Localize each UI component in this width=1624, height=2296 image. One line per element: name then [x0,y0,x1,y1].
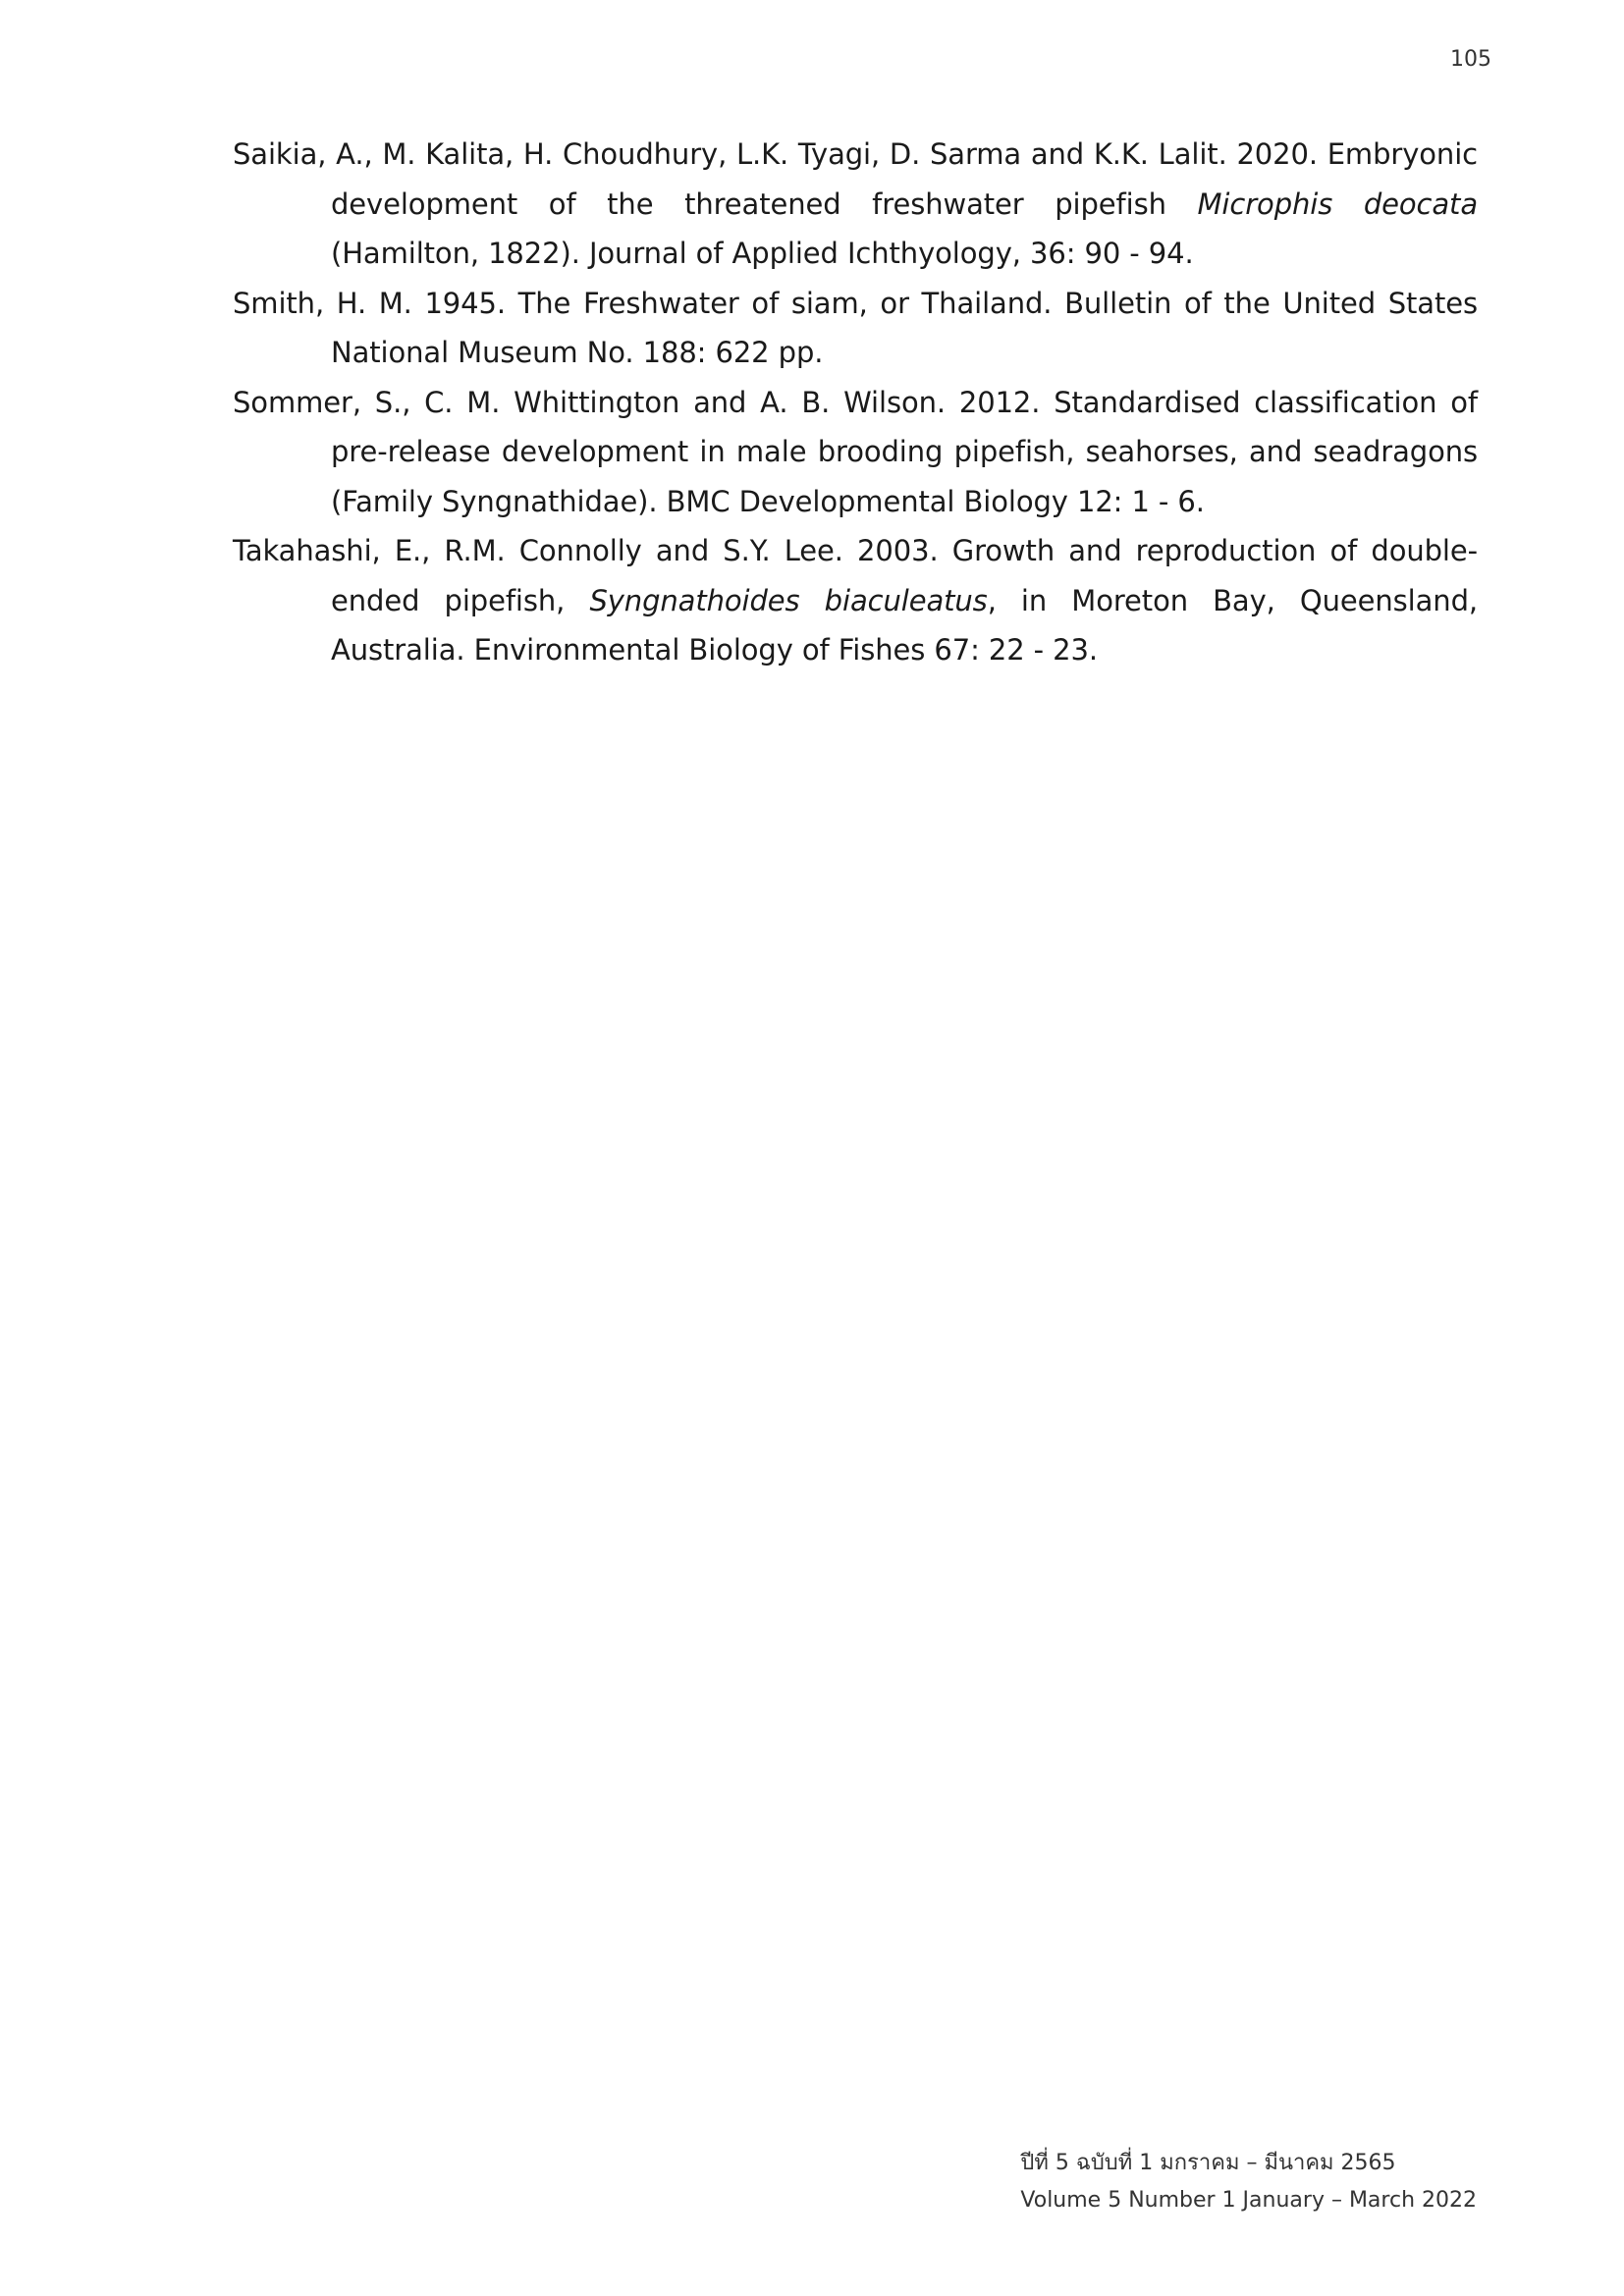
reference-entry [233,526,1478,675]
reference-text: Smith, H. M. 1945. The Freshwater of siam, or Thailand. Bulletin of the United States National Museum No. 188: 622 pp. [233,286,1478,369]
page-number: 105 [1450,47,1491,72]
journal-footer [1020,2145,1477,2219]
species-name: Microphis deocata [1197,187,1478,221]
reference-entry [233,378,1478,527]
footer-thai-issue: ปีที่ 5 ฉบับที่ 1 มกราคม – มีนาคม 2565 [1020,2151,1396,2175]
reference-text: Takahashi, E., R.M. Connolly and S.Y. Lee. 2003. Growth and reproduction of double-ended pipefish, [233,534,1478,617]
reference-text: (Hamilton, 1822). Journal of Applied Ichthyology, 36: 90 - 94. [331,237,1194,270]
reference-text: Sommer, S., C. M. Whittington and A. B. Wilson. 2012. Standardised classification of pre-release development in male brooding pipefish, seahorses, and seadragons (Family Syngnathidae). BMC Developmental Biology 12: 1 - 6. [233,385,1478,518]
reference-entry [233,130,1478,279]
reference-entry [233,279,1478,378]
reference-text: Saikia, A., M. Kalita, H. Choudhury, L.K. Tyagi, D. Sarma and K.K. Lalit. 2020. Embryonic development of the threatened freshwater pipefish [233,137,1478,221]
reference-list [233,130,1478,675]
footer-english-issue: Volume 5 Number 1 January – March 2022 [1020,2188,1477,2213]
species-name: Syngnathoides biaculeatus [589,583,988,617]
reference-text: , in Moreton Bay, Queensland, Australia. Environmental Biology of Fishes 67: 22 - 23. [331,583,1479,667]
